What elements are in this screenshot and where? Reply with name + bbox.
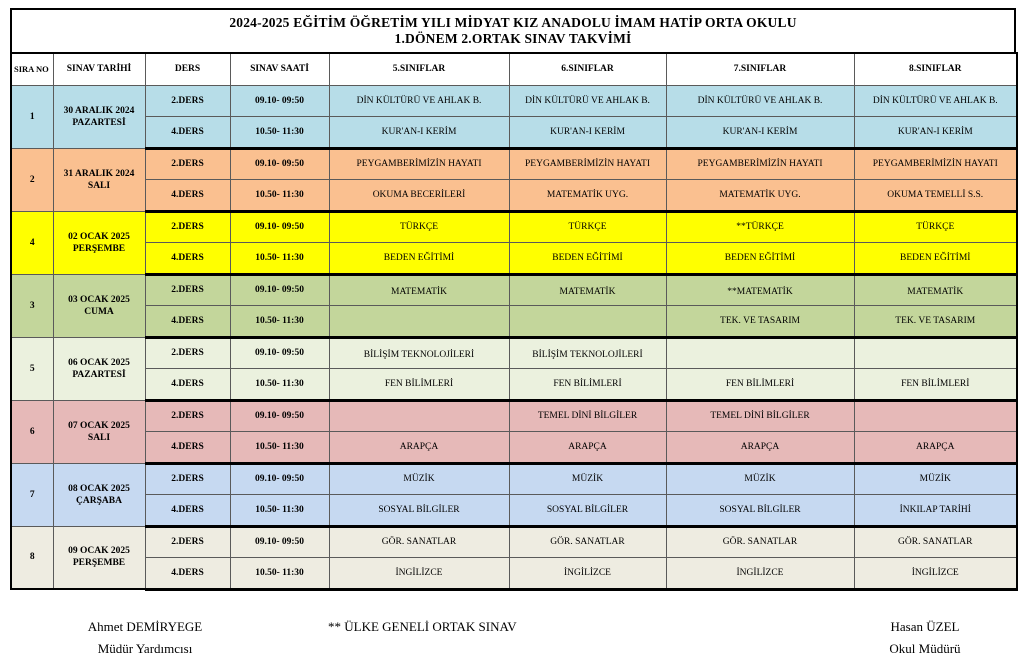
col-header-tarih: SINAV TARİHİ — [53, 53, 145, 85]
table-row — [11, 369, 1017, 401]
subject-cell-g8: BEDEN EĞİTİMİ — [854, 243, 1017, 275]
row-number: 2 — [11, 148, 53, 211]
subject-cell-g5 — [329, 306, 509, 338]
subject-cell-g6: TÜRKÇE — [509, 211, 666, 243]
subject-cell-g8: GÖR. SANATLAR — [854, 526, 1017, 558]
signature-left — [80, 616, 210, 660]
col-header-ders: DERS — [145, 53, 230, 85]
subject-cell-g5: MÜZİK — [329, 463, 509, 495]
subject-cell-g6: FEN BİLİMLERİ — [509, 369, 666, 401]
subject-cell-g7: İNGİLİZCE — [666, 558, 854, 590]
subject-cell-g7: MÜZİK — [666, 463, 854, 495]
subject-cell-g5: SOSYAL BİLGİLER — [329, 495, 509, 527]
subject-cell-g6: MATEMATİK — [509, 274, 666, 306]
table-row — [11, 400, 1017, 432]
exam-time: 09.10- 09:50 — [230, 274, 329, 306]
col-header-sira: SIRA NO — [11, 53, 53, 85]
table-row — [11, 211, 1017, 243]
exam-time: 10.50- 11:30 — [230, 180, 329, 212]
col-header-saat: SINAV SAATİ — [230, 53, 329, 85]
schedule-body — [11, 85, 1017, 589]
subject-cell-g7: **MATEMATİK — [666, 274, 854, 306]
exam-date — [53, 463, 145, 526]
table-row — [11, 495, 1017, 527]
subject-cell-g8: İNKILAP TARİHİ — [854, 495, 1017, 527]
lesson-period: 4.DERS — [145, 558, 230, 590]
exam-time: 09.10- 09:50 — [230, 463, 329, 495]
subject-cell-g6: PEYGAMBERİMİZİN HAYATI — [509, 148, 666, 180]
subject-cell-g5: BEDEN EĞİTİMİ — [329, 243, 509, 275]
lesson-period: 2.DERS — [145, 85, 230, 117]
subject-cell-g5: İNGİLİZCE — [329, 558, 509, 590]
exam-time: 09.10- 09:50 — [230, 85, 329, 117]
exam-date-text: 31 ARALIK 2024 — [63, 168, 135, 179]
subject-cell-g6: İNGİLİZCE — [509, 558, 666, 590]
subject-cell-g5: GÖR. SANATLAR — [329, 526, 509, 558]
subject-cell-g7: ARAPÇA — [666, 432, 854, 464]
lesson-period: 2.DERS — [145, 148, 230, 180]
table-row — [11, 558, 1017, 590]
subject-cell-g6: TEMEL DİNİ BİLGİLER — [509, 400, 666, 432]
lesson-period: 2.DERS — [145, 526, 230, 558]
row-number: 8 — [11, 526, 53, 589]
exam-day-text: PAZARTESİ — [72, 117, 126, 128]
table-row — [11, 243, 1017, 275]
table-row — [11, 337, 1017, 369]
lesson-period: 2.DERS — [145, 274, 230, 306]
exam-day-text: SALI — [87, 432, 111, 443]
table-row — [11, 148, 1017, 180]
subject-cell-g8 — [854, 337, 1017, 369]
col-header-grade-6: 6.SINIFLAR — [509, 53, 666, 85]
principal-name: Hasan ÜZEL — [890, 619, 960, 634]
lesson-period: 4.DERS — [145, 369, 230, 401]
subject-cell-g6: SOSYAL BİLGİLER — [509, 495, 666, 527]
row-number: 5 — [11, 337, 53, 400]
subject-cell-g8: KUR'AN-I KERİM — [854, 117, 1017, 149]
exam-date — [53, 148, 145, 211]
exam-time: 10.50- 11:30 — [230, 432, 329, 464]
subject-cell-g6: BEDEN EĞİTİMİ — [509, 243, 666, 275]
subject-cell-g6: MATEMATİK UYG. — [509, 180, 666, 212]
exam-time: 09.10- 09:50 — [230, 211, 329, 243]
subject-cell-g7: TEK. VE TASARIM — [666, 306, 854, 338]
subject-cell-g7: **TÜRKÇE — [666, 211, 854, 243]
exam-time: 10.50- 11:30 — [230, 495, 329, 527]
subject-cell-g7: KUR'AN-I KERİM — [666, 117, 854, 149]
lesson-period: 4.DERS — [145, 180, 230, 212]
exam-time: 09.10- 09:50 — [230, 337, 329, 369]
subject-cell-g6: DİN KÜLTÜRÜ VE AHLAK B. — [509, 85, 666, 117]
assistant-principal-title: Müdür Yardımcısı — [97, 641, 193, 656]
exam-day-text: PAZARTESİ — [72, 369, 126, 380]
table-row — [11, 526, 1017, 558]
subject-cell-g5: BİLİŞİM TEKNOLOJİLERİ — [329, 337, 509, 369]
lesson-period: 2.DERS — [145, 337, 230, 369]
table-row — [11, 274, 1017, 306]
col-header-grade-5: 5.SINIFLAR — [329, 53, 509, 85]
exam-date — [53, 400, 145, 463]
table-row — [11, 306, 1017, 338]
subject-cell-g7: DİN KÜLTÜRÜ VE AHLAK B. — [666, 85, 854, 117]
exam-date-text: 06 OCAK 2025 — [68, 357, 130, 368]
page-title: 2024-2025 EĞİTİM ÖĞRETİM YILI MİDYAT KIZ ANADOLU İMAM HATİP ORTA OKULU — [229, 15, 797, 30]
table-row — [11, 117, 1017, 149]
col-header-grade-8: 8.SINIFLAR — [854, 53, 1017, 85]
subject-cell-g5: TÜRKÇE — [329, 211, 509, 243]
principal-title: Okul Müdürü — [889, 641, 961, 656]
table-row — [11, 463, 1017, 495]
subject-cell-g5: PEYGAMBERİMİZİN HAYATI — [329, 148, 509, 180]
exam-day-text: ÇARŞABA — [76, 495, 122, 506]
exam-date-text: 30 ARALIK 2024 — [63, 105, 135, 116]
subject-cell-g6: ARAPÇA — [509, 432, 666, 464]
schedule-sheet — [10, 8, 1016, 591]
assistant-principal-name: Ahmet DEMİRYEGE — [87, 619, 203, 634]
subject-cell-g7: BEDEN EĞİTİMİ — [666, 243, 854, 275]
subject-cell-g7: TEMEL DİNİ BİLGİLER — [666, 400, 854, 432]
exam-date — [53, 337, 145, 400]
exam-date-text: 02 OCAK 2025 — [68, 231, 130, 242]
subject-cell-g8: TEK. VE TASARIM — [854, 306, 1017, 338]
exam-time: 10.50- 11:30 — [230, 558, 329, 590]
subject-cell-g8: DİN KÜLTÜRÜ VE AHLAK B. — [854, 85, 1017, 117]
subject-cell-g7 — [666, 337, 854, 369]
lesson-period: 4.DERS — [145, 117, 230, 149]
footnote: ** ÜLKE GENELİ ORTAK SINAV — [328, 619, 517, 634]
exam-date-text: 03 OCAK 2025 — [68, 294, 130, 305]
subject-cell-g6: BİLİŞİM TEKNOLOJİLERİ — [509, 337, 666, 369]
subject-cell-g8 — [854, 400, 1017, 432]
exam-date-text: 09 OCAK 2025 — [68, 546, 130, 557]
lesson-period: 2.DERS — [145, 463, 230, 495]
col-header-grade-7: 7.SINIFLAR — [666, 53, 854, 85]
subject-cell-g6: GÖR. SANATLAR — [509, 526, 666, 558]
lesson-period: 2.DERS — [145, 211, 230, 243]
subject-cell-g6 — [509, 306, 666, 338]
signature-right — [880, 616, 970, 660]
table-row — [11, 180, 1017, 212]
subject-cell-g8: MÜZİK — [854, 463, 1017, 495]
subject-cell-g7: SOSYAL BİLGİLER — [666, 495, 854, 527]
row-number: 4 — [11, 211, 53, 274]
subject-cell-g5 — [329, 400, 509, 432]
exam-date — [53, 211, 145, 274]
row-number: 7 — [11, 463, 53, 526]
exam-time: 10.50- 11:30 — [230, 117, 329, 149]
exam-date — [53, 85, 145, 148]
exam-time: 10.50- 11:30 — [230, 243, 329, 275]
subject-cell-g5: DİN KÜLTÜRÜ VE AHLAK B. — [329, 85, 509, 117]
subject-cell-g5: FEN BİLİMLERİ — [329, 369, 509, 401]
row-number: 1 — [11, 85, 53, 148]
row-number: 3 — [11, 274, 53, 337]
exam-schedule-table — [10, 52, 1018, 591]
subject-cell-g7: FEN BİLİMLERİ — [666, 369, 854, 401]
exam-date — [53, 274, 145, 337]
exam-date-text: 08 OCAK 2025 — [68, 483, 130, 494]
exam-day-text: SALI — [87, 180, 111, 191]
exam-time: 09.10- 09:50 — [230, 526, 329, 558]
exam-day-text: PERŞEMBE — [72, 243, 126, 254]
header-row — [11, 53, 1017, 85]
title-box — [10, 8, 1016, 52]
subject-cell-g5: KUR'AN-I KERİM — [329, 117, 509, 149]
exam-time: 10.50- 11:30 — [230, 306, 329, 338]
exam-time: 09.10- 09:50 — [230, 400, 329, 432]
table-row — [11, 432, 1017, 464]
subject-cell-g5: OKUMA BECERİLERİ — [329, 180, 509, 212]
subject-cell-g8: İNGİLİZCE — [854, 558, 1017, 590]
lesson-period: 2.DERS — [145, 400, 230, 432]
subject-cell-g5: ARAPÇA — [329, 432, 509, 464]
subject-cell-g8: TÜRKÇE — [854, 211, 1017, 243]
subject-cell-g7: GÖR. SANATLAR — [666, 526, 854, 558]
subject-cell-g6: KUR'AN-I KERİM — [509, 117, 666, 149]
exam-day-text: CUMA — [84, 306, 114, 317]
lesson-period: 4.DERS — [145, 243, 230, 275]
exam-time: 10.50- 11:30 — [230, 369, 329, 401]
subject-cell-g7: MATEMATİK UYG. — [666, 180, 854, 212]
subject-cell-g5: MATEMATİK — [329, 274, 509, 306]
subject-cell-g8: FEN BİLİMLERİ — [854, 369, 1017, 401]
exam-day-text: PERŞEMBE — [72, 558, 126, 569]
subject-cell-g8: OKUMA TEMELLİ S.S. — [854, 180, 1017, 212]
row-number: 6 — [11, 400, 53, 463]
page-subtitle: 1.DÖNEM 2.ORTAK SINAV TAKVİMİ — [394, 31, 632, 46]
lesson-period: 4.DERS — [145, 432, 230, 464]
exam-time: 09.10- 09:50 — [230, 148, 329, 180]
lesson-period: 4.DERS — [145, 306, 230, 338]
subject-cell-g8: PEYGAMBERİMİZİN HAYATI — [854, 148, 1017, 180]
exam-date-text: 07 OCAK 2025 — [68, 420, 130, 431]
table-row — [11, 85, 1017, 117]
exam-date — [53, 526, 145, 589]
subject-cell-g8: ARAPÇA — [854, 432, 1017, 464]
subject-cell-g6: MÜZİK — [509, 463, 666, 495]
subject-cell-g7: PEYGAMBERİMİZİN HAYATI — [666, 148, 854, 180]
lesson-period: 4.DERS — [145, 495, 230, 527]
subject-cell-g8: MATEMATİK — [854, 274, 1017, 306]
